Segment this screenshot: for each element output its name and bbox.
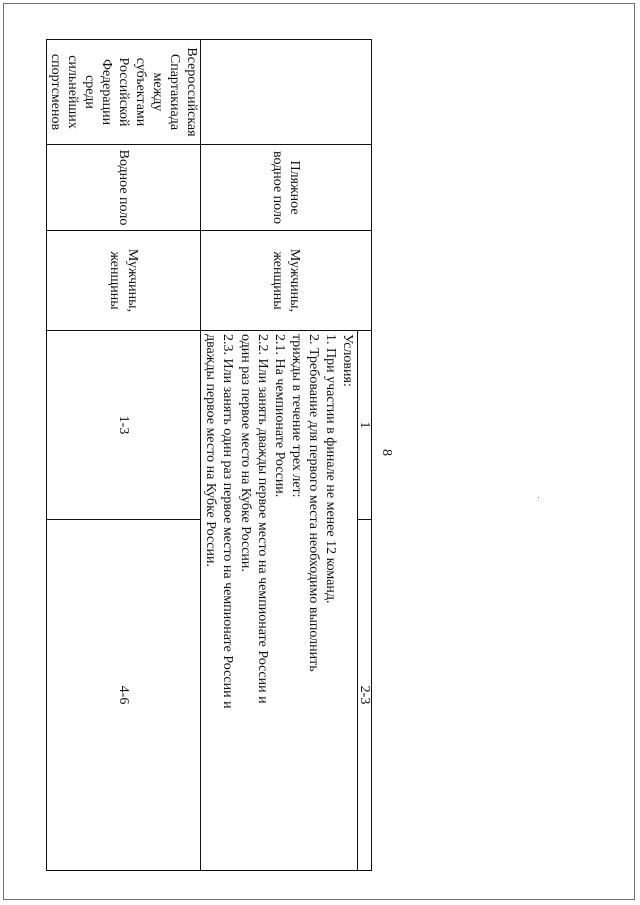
gender-cell-top: Мужчины, женщины <box>201 231 372 331</box>
conditions-cell <box>201 331 358 871</box>
rotated-page-content <box>47 39 394 870</box>
gender-cell-bottom: Мужчины, женщины <box>46 231 201 331</box>
sports-ranking-table <box>46 39 372 871</box>
table-row-bottom <box>46 40 201 871</box>
sport-cell-water-polo: Водное поло <box>46 145 201 231</box>
condition-line: 2.3. Или занять один раз первое место на чемпионате России и <box>220 334 236 709</box>
condition-line: 2.1. На чемпионате России. <box>271 334 287 498</box>
sport-cell-beach-water-polo: Пляжное водное поло <box>201 145 372 231</box>
place-2-3-header: 2-3 <box>358 520 372 871</box>
page-number: 8 <box>379 449 394 456</box>
event-cell-spartakiad: Всероссийская Спартакиада между субъектами Российской Федерации среди сильнейших спортсменов <box>46 40 201 145</box>
condition-line: 2. Требование для первого места необходимо выполнить <box>305 334 321 672</box>
places-1-3-cell: 1-3 <box>46 331 201 520</box>
event-cell-top <box>201 40 372 145</box>
condition-line: 1. При участии в финале не менее 12 команд. <box>322 334 338 604</box>
places-4-6-cell: 4-6 <box>46 520 201 871</box>
scan-speck <box>538 497 539 498</box>
condition-line: трижды в течение трех лет: <box>288 334 304 498</box>
condition-line: один раз первое место на Кубке России. <box>237 334 253 572</box>
condition-line: 2.2. Или занять дважды первое место на чемпионате России и <box>254 334 270 704</box>
table-row-top <box>358 40 372 871</box>
condition-line: дважды первое место на Кубке России. <box>203 334 219 567</box>
place-1-header: 1 <box>358 331 372 520</box>
condition-line: Условия: <box>340 334 355 387</box>
